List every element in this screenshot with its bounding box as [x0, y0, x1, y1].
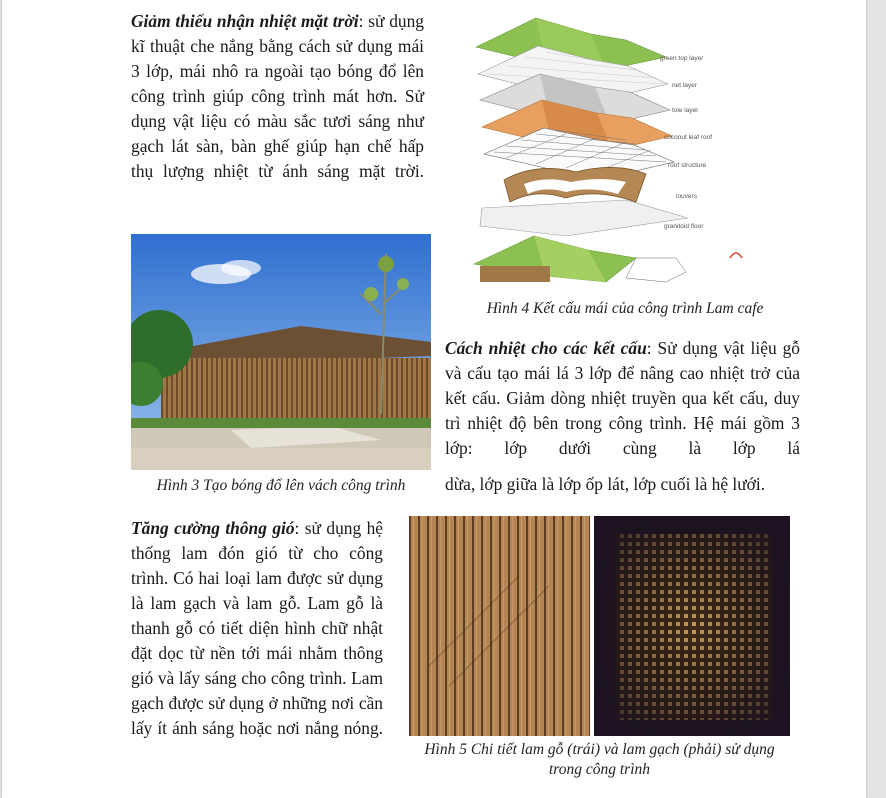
building-shadow-photo: [131, 234, 431, 470]
layer-label: granitoid floor: [664, 223, 704, 230]
paragraph-lead: Cách nhiệt cho các kết cấu: [445, 338, 647, 358]
layer-label: louvers: [676, 193, 697, 200]
paragraph-body: : Sử dụng vật liệu gỗ và cấu tạo mái lá 3 lớp để nâng cao nhiệt trở của kết cấu. Giảm dòng nhiệt truyền qua kết cấu, duy trì nhiệt độ bên trong công trình. Hệ mái gồm 3 lớp: lớp dưới cùng là lớp lá: [445, 338, 800, 458]
layer-label: roof structure: [668, 162, 707, 169]
layer-label: green top layer: [660, 55, 704, 62]
paragraph-solar-heat: [131, 9, 424, 184]
paragraph-body: dừa, lớp giữa là lớp ốp lát, lớp cuối là hệ lưới.: [445, 474, 766, 494]
paragraph-insulation: [445, 336, 800, 461]
figure-5-caption: Hình 5 Chi tiết lam gỗ (trái) và lam gạch (phải) sử dụng trong công trình: [424, 741, 775, 778]
figure-4-caption: Hình 4 Kết cấu mái của công trình Lam cafe: [486, 300, 764, 317]
layer-label: coconut leaf roof: [664, 134, 713, 141]
brick-screen-photo: [594, 516, 790, 736]
paragraph-lead: Giảm thiểu nhận nhiệt mặt trời: [131, 11, 359, 31]
roof-layers-diagram: [466, 12, 756, 292]
layer-label: net layer: [672, 82, 697, 89]
paragraph-ventilation: [131, 516, 383, 741]
paragraph-body: : sử dụng hệ thống lam đón gió từ cho công trình. Có hai loại lam được sử dụng là lam gạch và lam gỗ. Lam gỗ là thanh gỗ có tiết diện hình chữ nhật đặt dọc từ nền tới mái nhằm thông gió và lấy sáng cho công trình. Lam gạch được sử dụng ở những nơi cần lấy ít ánh sáng hoặc nơi nắng nóng.: [131, 518, 383, 738]
paragraph-body: : sử dụng kĩ thuật che nắng bằng cách sử dụng mái 3 lớp, mái nhô ra ngoài tạo bóng đổ lên công trình giúp công trình mát hơn. Sử dụng vật liệu có màu sắc tươi sáng như gạch lát sàn, bàn ghế giúp hạn chế hấp thụ lượng nhiệt từ ánh sáng mặt trời.: [131, 11, 424, 181]
paragraph-lead: Tăng cường thông gió: [131, 518, 295, 538]
layer-label: tole layer: [672, 107, 699, 114]
paragraph-insulation-last-line: [445, 472, 800, 497]
figure-3-caption: Hình 3 Tạo bóng đổ lên vách công trình: [156, 477, 406, 494]
wood-louver-photo: [409, 516, 590, 736]
